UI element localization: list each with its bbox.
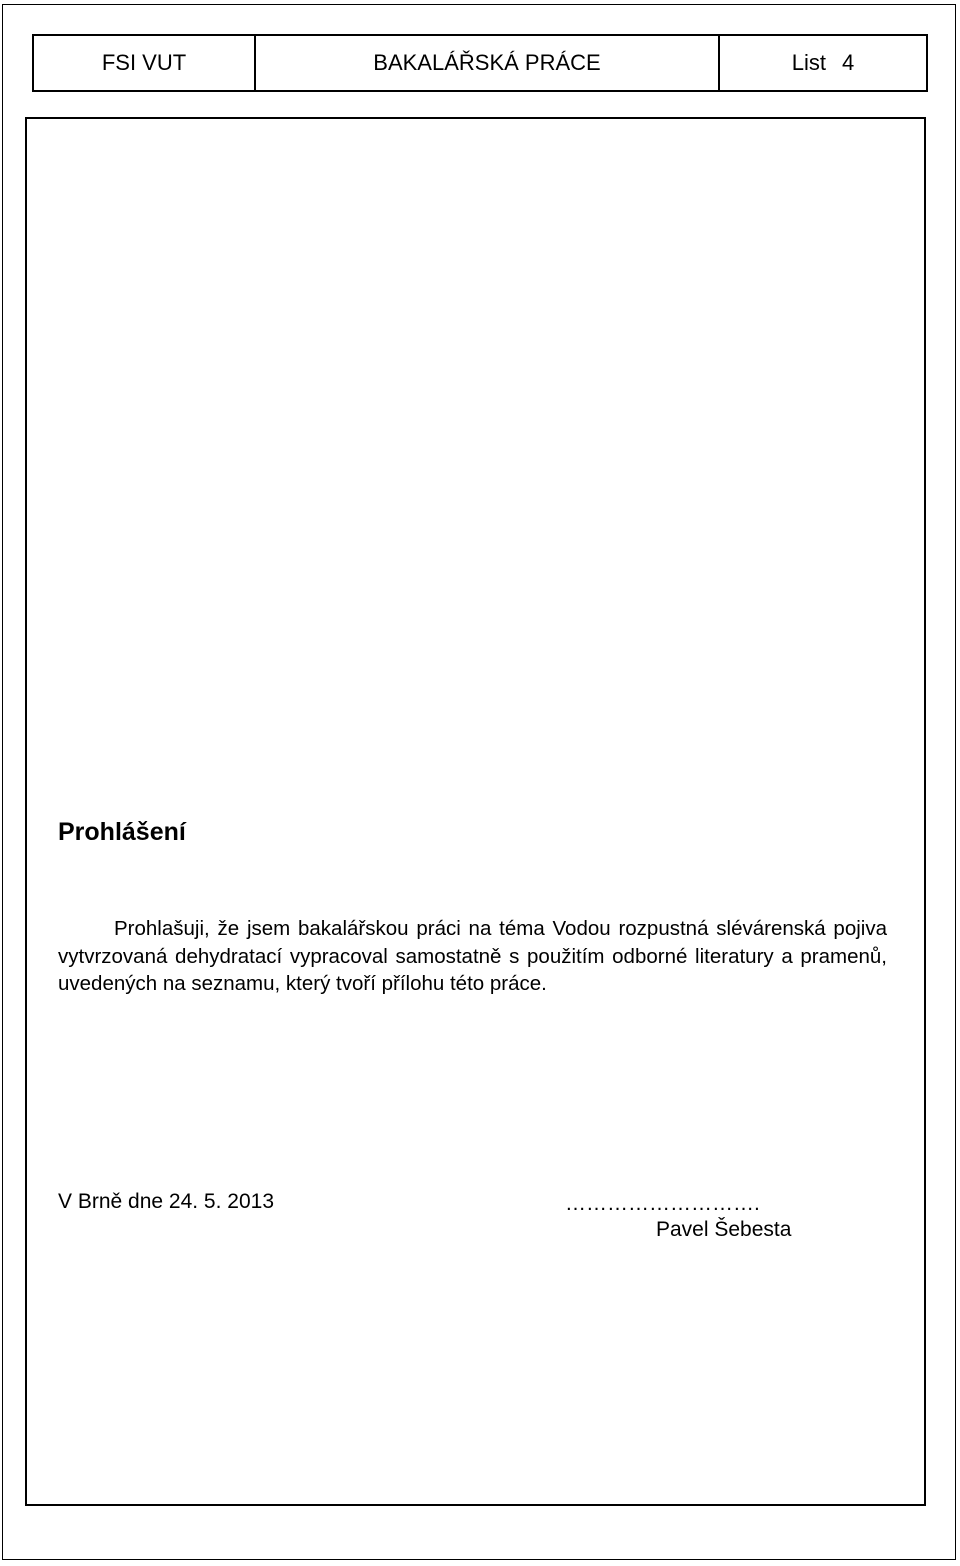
signature-line: ………………………. xyxy=(565,1192,760,1215)
page-header xyxy=(32,34,928,92)
declaration-text: Prohlašuji, že jsem bakalářskou práci na téma Vodou rozpustná slévárenská pojiva vytvrzovaná dehydratací vypracoval samostatně s použitím odborné literatury a pramenů, uvedených na seznamu, který tvoří přílohu této práce. xyxy=(58,917,887,995)
place-and-date: V Brně dne 24. 5. 2013 xyxy=(58,1190,274,1213)
header-document-type: BAKALÁŘSKÁ PRÁCE xyxy=(256,36,720,90)
signatory-name: Pavel Šebesta xyxy=(656,1218,792,1241)
content-frame xyxy=(25,117,926,1506)
sheet-label: List xyxy=(791,50,826,75)
header-sheet-number xyxy=(720,36,926,90)
sheet-number: 4 xyxy=(842,50,855,75)
declaration-title: Prohlášení xyxy=(58,818,186,846)
header-institution: FSI VUT xyxy=(34,36,256,90)
